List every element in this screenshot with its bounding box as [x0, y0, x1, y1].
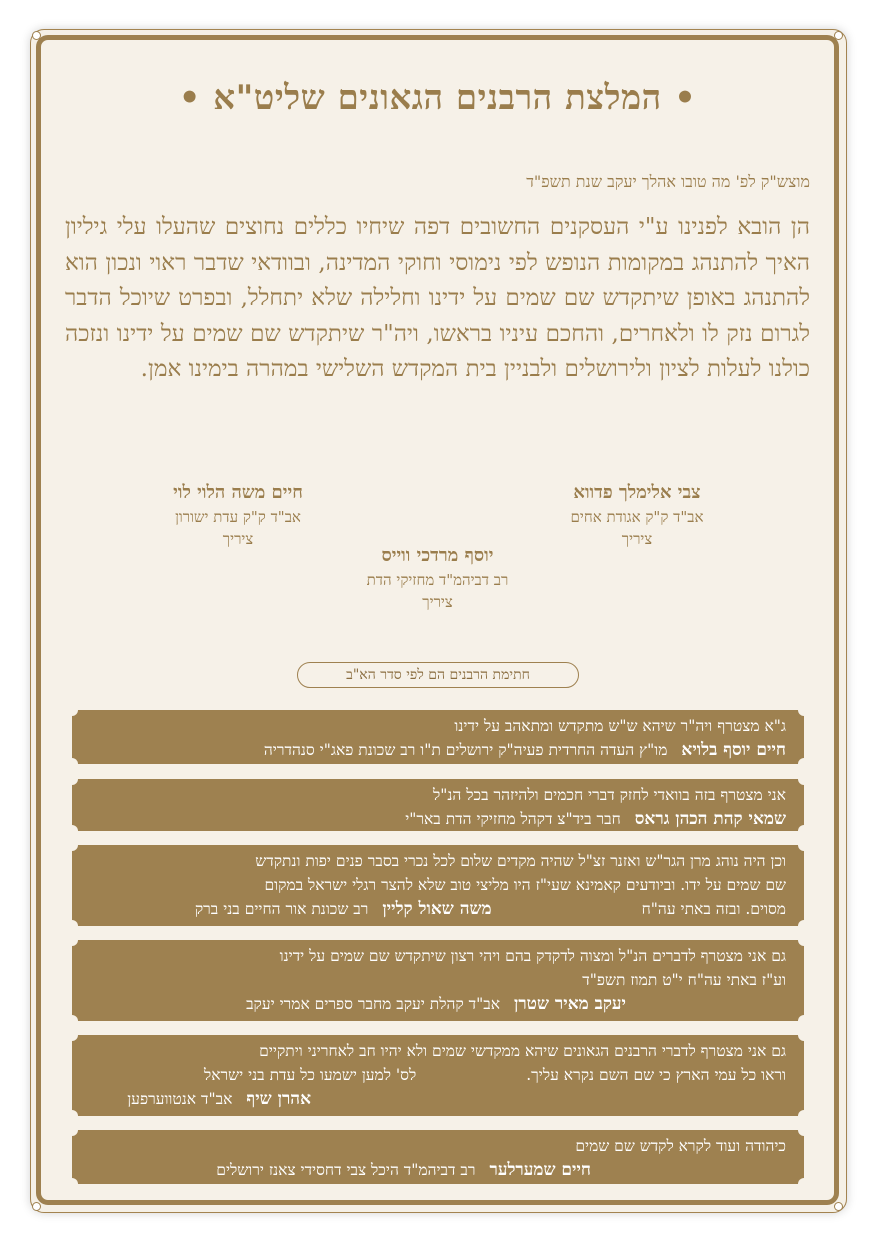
signature-block: [335, 543, 540, 613]
endorser-name: אהרן שיף: [246, 1089, 311, 1109]
endorser-title: אב"ד קהלת יעקב מחבר ספרים אמרי יעקב: [246, 995, 500, 1013]
endorser-name: יעקב מאיר שטרן: [514, 994, 626, 1014]
endorser-name: חיים יוסף בלויא: [681, 740, 786, 760]
date-line: מוצש"ק לפ' מה טובו אהלך יעקב שנת תשפ"ד: [526, 172, 810, 191]
endorsement-box: [72, 940, 804, 1021]
signer-name: חיים משה הלוי לוי: [173, 482, 303, 503]
endorser-title: אב"ד אנטווערפען: [127, 1090, 233, 1108]
endorser-title: רב דביהמ"ד היכל צבי דחסידי צאנז ירושלים: [216, 1161, 476, 1179]
endorsement-signature: [90, 807, 786, 831]
endorser-title: מו"ץ העדה החרדית פעיה"ק ירושלים ת"ו רב שכונת פאג"י סנהדריה: [263, 741, 668, 759]
endorser-name: משה שאול קליין: [382, 899, 492, 919]
endorsement-signature: [90, 1158, 786, 1182]
endorsement-signature: [90, 738, 786, 762]
page-title: • המלצת הרבנים הגאונים שליט"א •: [178, 78, 697, 118]
endorsement-text: לס' למען ישמעו כל עדת בני ישראל: [203, 1066, 417, 1084]
signer-name: יוסף מרדכי ווייס: [381, 545, 494, 566]
endorsement-box: [72, 779, 804, 831]
endorser-title: רב שכונת אור החיים בני ברק: [194, 900, 369, 918]
signer-city: ציריך: [222, 530, 254, 548]
endorsement-text: גם אני מצטרף לדברים הנ"ל ומצוה לדקדק בהם ויהי רצון שיתקדש שם שמים על ידינו: [279, 947, 786, 965]
endorsement-box: [72, 710, 804, 764]
endorser-title: חבר ביד"צ דקהל מחזיקי הדת באר"י: [405, 810, 621, 828]
endorsement-box: [72, 1130, 804, 1184]
signature-order-note: חתימת הרבנים הם לפי סדר הא"ב: [297, 662, 579, 688]
endorsement-body: הן הובא לפנינו ע"י העסקנים החשובים דפה שיחיו כללים נחוצים שהעלו עלי גיליון האיך להתנהג במקומות הנופש לפי נימוסי וחוקי המדינה, ובוודאי שדבר ראוי ונכון הוא להתנהג באופן שיתקדש שם שמים על ידינו וחלילה שלא יתחלל, ובפרט שיוכל הדבר לגרום נזק לו ולאחרים, והחכם עיניו בראשו, ויה"ר שיתקדש שם שמים על ידינו ונזכה כולנו לעלות לציון ולירושלים ולבניין בית המקדש השלישי במהרה בימינו אמן.: [65, 214, 810, 382]
signature-block: [148, 480, 328, 550]
endorsement-text: וכן היה נוהג מרן הגר"ש ואזנר זצ"ל שהיה מקדים שלום לכל נכרי בסבר פנים יפות ונתקדש: [255, 852, 786, 870]
endorser-name: חיים שמערלער: [489, 1160, 591, 1180]
signer-city: ציריך: [422, 593, 453, 611]
signer-role: אב"ד ק"ק עדת ישורון: [175, 508, 301, 526]
endorsement-signature: [90, 992, 786, 1016]
endorsement-text: אני מצטרף בזה בוואדי לחזק דברי חכמים ולהיזהר בכל הנ"ל: [433, 786, 786, 804]
signer-city: ציריך: [621, 530, 653, 548]
endorsement-text: וראו כל עמי הארץ כי שם השם נקרא עליך.: [526, 1066, 786, 1084]
signer-role: רב דביהמ"ד מחזיקי הדת: [366, 571, 509, 589]
endorsement-text: שם שמים על ידו. וביודעים קאמינא שעי"ז היו מליצי טוב שלא להצר רגלי ישראל במקום: [264, 876, 786, 894]
endorsement-text: כיהודה ועוד לקרא לקדש שם שמים: [575, 1137, 786, 1155]
endorser-name: שמאי קהת הכהן גראס: [634, 809, 786, 829]
endorsement-box: [72, 1035, 804, 1116]
signature-block: [547, 480, 727, 550]
endorsement-text: גם אני מצטרף לדברי הרבנים הגאונים שיהא ממקדשי שמים ולא יהיו חב לאחריני ויתקיים: [259, 1042, 786, 1060]
endorsement-text-row: [90, 1063, 786, 1087]
endorsement-text: ג"א מצטרף ויה"ר שיהא ש"ש מתקדש ומתאהב על ידינו: [454, 717, 786, 735]
endorsement-text: מסוים. ובזה באתי עה"ח: [641, 900, 786, 918]
endorsement-signature: [90, 1087, 786, 1111]
endorsement-text: וע"ז באתי עה"ח י"ט תמוז תשפ"ד: [582, 971, 786, 989]
signer-name: צבי אלימלך פדווא: [573, 482, 701, 503]
signer-role: אב"ד ק"ק אגודת אחים: [570, 508, 704, 526]
endorsement-box: [72, 845, 804, 926]
endorsement-signature: [90, 897, 786, 921]
